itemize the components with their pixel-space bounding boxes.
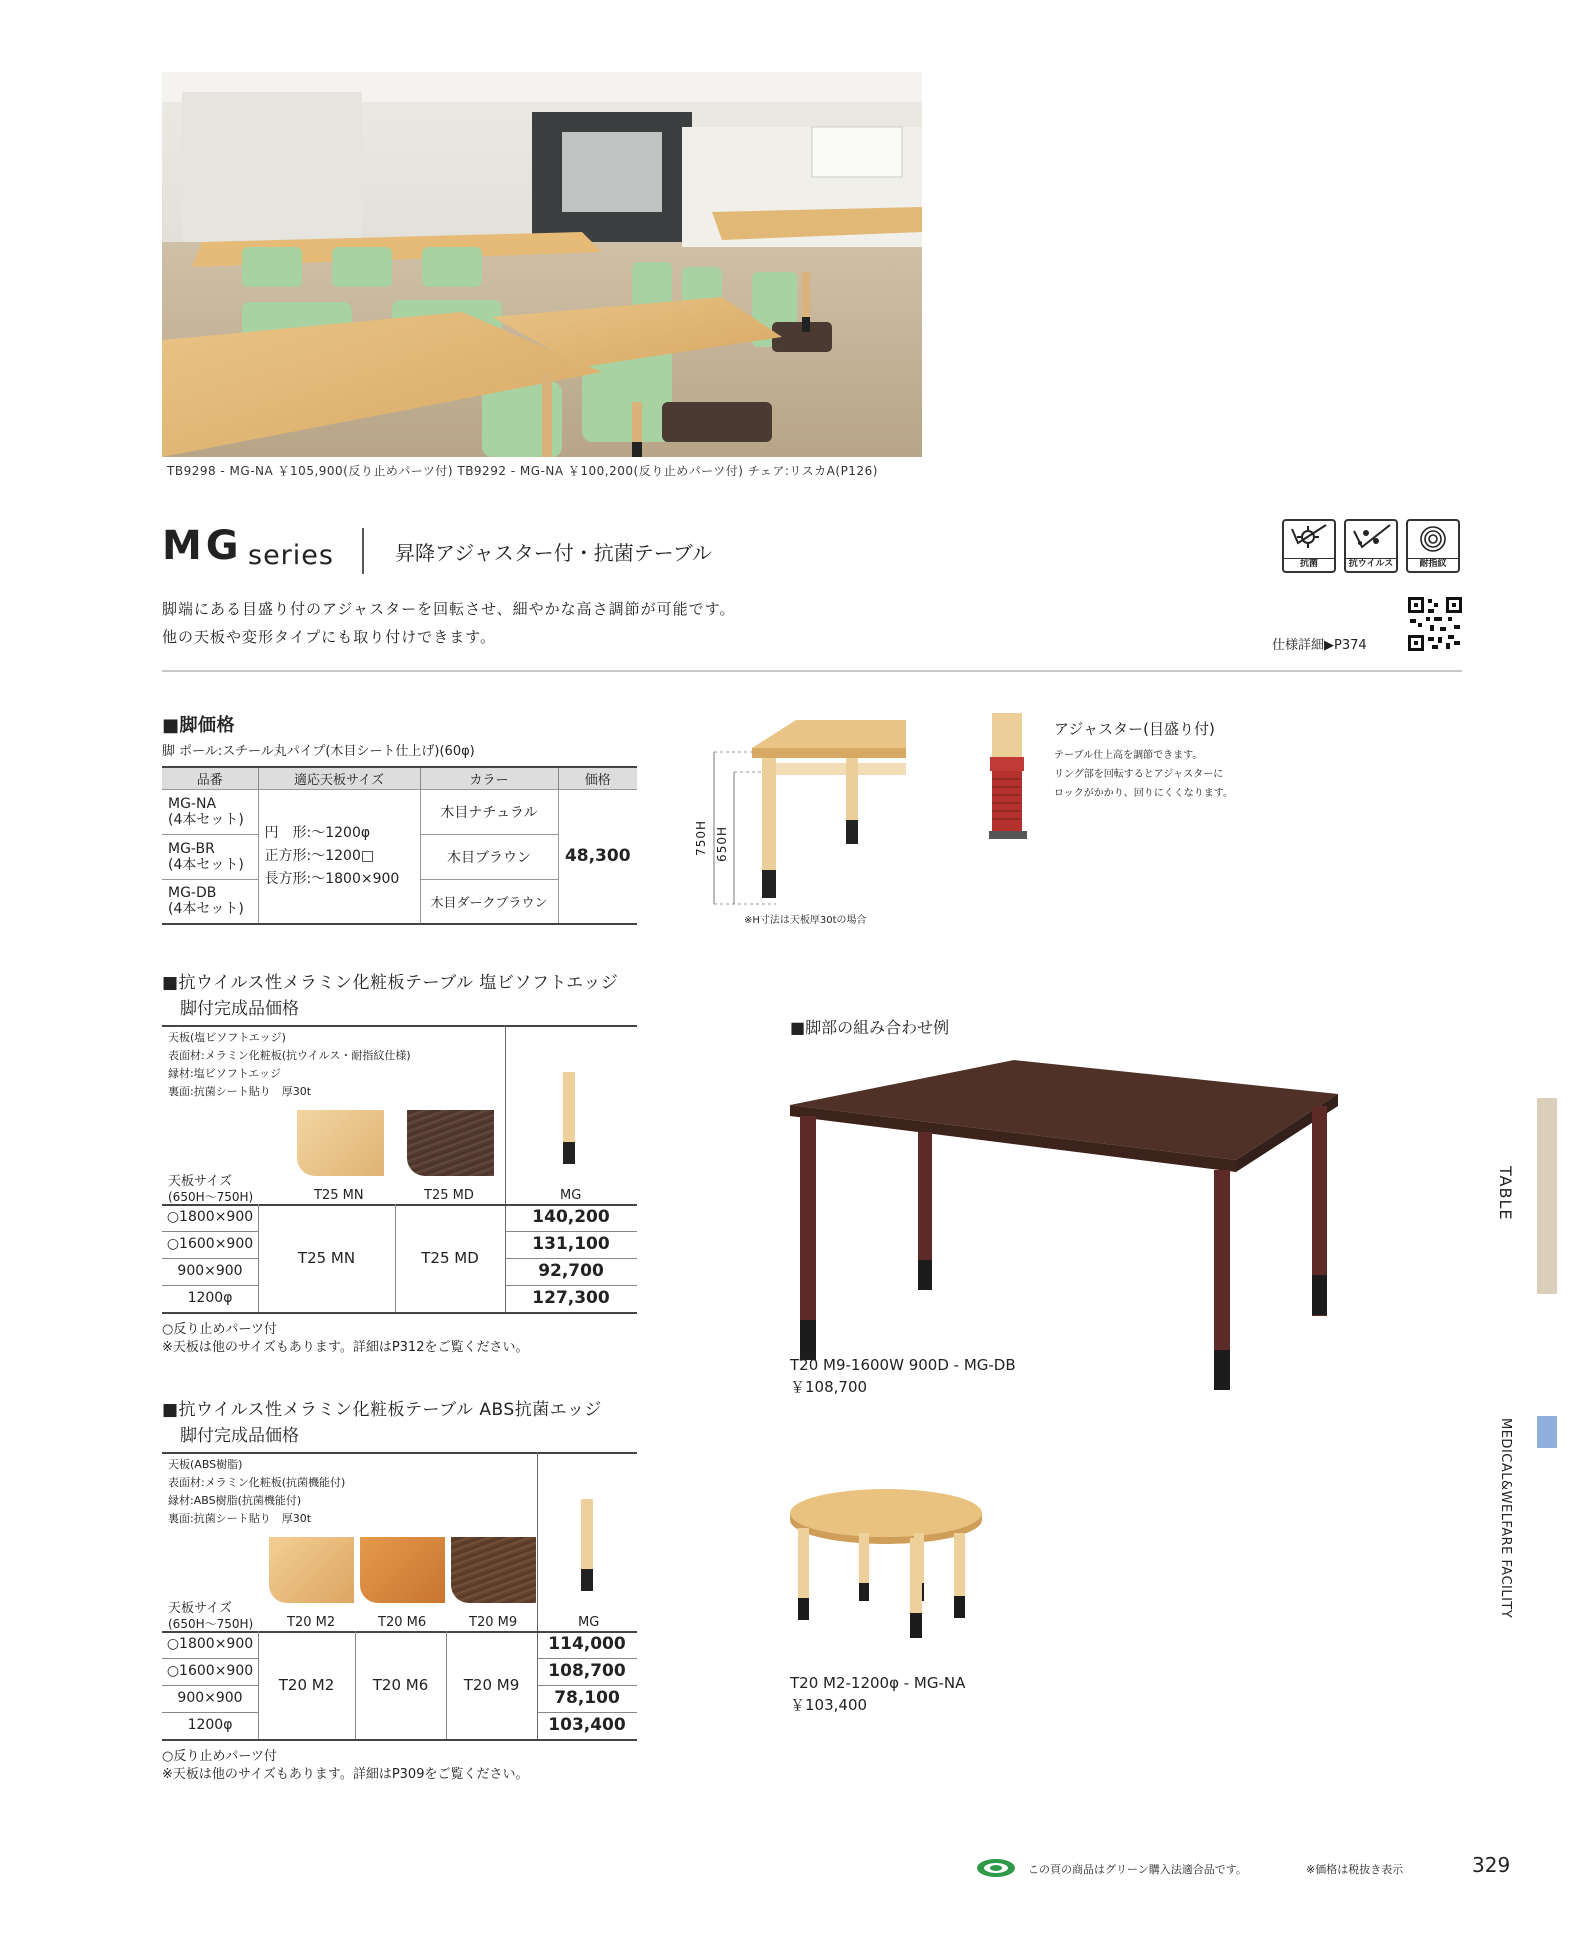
spec-line: 表面材:メラミン化粧板(抗ウイルス・耐指紋仕様): [168, 1049, 411, 1062]
table1-spec: [168, 1029, 411, 1101]
spec-link[interactable]: 仕様詳細▶P374: [1272, 638, 1367, 653]
height-750: 750H: [694, 820, 708, 856]
swatch-label: T25 MD: [424, 1188, 474, 1203]
spec-line: 天板(ABS樹脂): [168, 1458, 243, 1471]
size-label: 天板サイズ: [168, 1601, 232, 1616]
leg-set: (4本セット): [168, 901, 244, 918]
table2-spec: [168, 1456, 345, 1528]
description-line-2: 他の天板や変形タイプにも取り付けできます。: [162, 628, 497, 646]
size-cell: 900×900: [177, 1263, 243, 1279]
side-tab-medical-bar: [1537, 1416, 1557, 1448]
header-size: 適応天板サイズ: [258, 767, 420, 789]
combo-title: ■脚部の組み合わせ例: [790, 1018, 950, 1037]
swatch-cell: T25 MN: [297, 1249, 356, 1267]
size-cell: 1200φ: [187, 1290, 233, 1306]
leg-code: MG-NA: [168, 795, 217, 812]
series-name: MG: [162, 523, 243, 569]
combo-item2-name: T20 M2-1200φ - MG-NA: [790, 1674, 966, 1692]
badge-label: 抗菌: [1284, 558, 1334, 570]
leg-code: MG-DB: [168, 885, 217, 902]
size-cell: 900×900: [177, 1690, 243, 1706]
antivirus-badge: [1344, 519, 1398, 573]
leg-price: 48,300: [558, 789, 637, 924]
price-cell: 114,000: [548, 1634, 626, 1654]
leg-code: MG-BR: [168, 840, 215, 857]
leg-color: 木目ブラウン: [420, 834, 558, 879]
adjuster-title: アジャスター(目盛り付): [1054, 720, 1215, 738]
antibacterial-icon: [1284, 521, 1334, 557]
table2-note-1: ○反り止めパーツ付: [162, 1749, 277, 1764]
side-tab-table-bar: [1537, 1098, 1557, 1294]
price-cell: 140,200: [532, 1207, 610, 1227]
table1-note-1: ○反り止めパーツ付: [162, 1322, 277, 1337]
height-diagram: [696, 708, 906, 928]
leg-price-note: 脚 ポール:スチール丸パイプ(木目シート仕上げ)(60φ): [162, 744, 475, 759]
spec-line: 天板(塩ビソフトエッジ): [168, 1031, 286, 1044]
side-tab-table[interactable]: TABLE: [1496, 1166, 1515, 1221]
side-tab-medical[interactable]: MEDICAL&WELFARE FACILITY: [1498, 1418, 1513, 1619]
size-cell: ○1800×900: [166, 1636, 254, 1652]
table1-note-2: ※天板は他のサイズもあります。詳細はP312をご覧ください。: [162, 1340, 529, 1355]
size-rect: 長方形:～1800×900: [264, 870, 400, 887]
size-range: (650H～750H): [168, 1190, 254, 1204]
swatch-label: T25 MN: [314, 1188, 364, 1203]
divider: [162, 670, 1462, 672]
series-word: series: [248, 540, 334, 571]
spec-line: 縁材:塩ビソフトエッジ: [168, 1067, 282, 1080]
price-cell: 108,700: [548, 1661, 626, 1681]
swatch-cell: T20 M9: [463, 1676, 520, 1694]
height-note: ※H寸法は天板厚30tの場合: [744, 915, 867, 926]
photo-caption: TB9298 - MG-NA ￥105,900(反り止めパーツ付) TB9292 - MG-NA ￥100,200(反り止めパーツ付) チェア:リスカA(P126): [167, 464, 878, 478]
round-table-image: [786, 1488, 986, 1648]
spec-line: 裏面:抗菌シート貼り 厚30t: [168, 1085, 312, 1098]
price-cell: 92,700: [538, 1261, 604, 1281]
swatch-t25-md: [407, 1110, 494, 1176]
price-cell: 131,100: [532, 1234, 610, 1254]
combo-item1-price: ￥108,700: [790, 1378, 868, 1396]
size-cell: ○1600×900: [166, 1663, 254, 1679]
size-cell: 1200φ: [187, 1717, 233, 1733]
swatch-t20-m9: [451, 1537, 536, 1603]
leg-set: (4本セット): [168, 856, 244, 873]
table2-grid: [162, 1452, 637, 1750]
price-cell: 78,100: [554, 1688, 620, 1708]
swatch-label: T20 M9: [469, 1615, 518, 1630]
size-range: (650H～750H): [168, 1617, 254, 1631]
spec-line: 表面材:メラミン化粧板(抗菌機能付): [168, 1476, 346, 1489]
spec-line: 裏面:抗菌シート貼り 厚30t: [168, 1512, 312, 1525]
price-cell: 103,400: [548, 1715, 626, 1735]
adjuster-image: [986, 713, 1030, 841]
description-line-1: 脚端にある目盛り付のアジャスターを回転させ、細やかな高さ調節が可能です。: [162, 600, 736, 618]
combo-item1-name: T20 M9-1600W 900D - MG-DB: [790, 1356, 1016, 1374]
leg-sample: [581, 1499, 593, 1569]
leg-sample-foot: [563, 1142, 575, 1164]
antibacterial-badge: [1282, 519, 1336, 573]
swatch-cell: T25 MD: [421, 1249, 479, 1267]
leg-sample-foot: [581, 1569, 593, 1591]
swatch-label: T20 M2: [287, 1615, 336, 1630]
size-cell: ○1600×900: [166, 1236, 254, 1252]
size-label: 天板サイズ: [168, 1174, 232, 1189]
leg-set: (4本セット): [168, 811, 244, 828]
swatch-label: T20 M6: [378, 1615, 427, 1630]
table1-grid: [162, 1025, 637, 1323]
leg-label: MG: [578, 1615, 600, 1630]
anti-fingerprint-badge: [1406, 519, 1460, 573]
combo-item2-price: ￥103,400: [790, 1696, 868, 1714]
height-650: 650H: [715, 826, 729, 862]
price-cell: 127,300: [532, 1288, 610, 1308]
spec-line: 縁材:ABS樹脂(抗菌機能付): [168, 1494, 302, 1507]
header-price: 価格: [558, 767, 637, 789]
page-number: 329: [1472, 1853, 1511, 1877]
leg-price-table: [162, 766, 637, 925]
swatch-t20-m2: [269, 1537, 354, 1603]
swatch-t20-m6: [360, 1537, 445, 1603]
series-separator: [362, 528, 364, 574]
table2-title: ■抗ウイルス性メラミン化粧板テーブル ABS抗菌エッジ: [162, 1400, 602, 1420]
adjuster-desc: [1054, 746, 1233, 803]
size-square: 正方形:～1200□: [264, 847, 375, 864]
leg-sample: [563, 1072, 575, 1142]
size-cell: ○1800×900: [166, 1209, 254, 1225]
green-purchase-logo: [976, 1858, 1016, 1878]
badge-label: 抗ウイルス: [1346, 558, 1396, 570]
header-color: カラー: [420, 767, 558, 789]
fingerprint-icon: [1408, 521, 1458, 557]
antivirus-icon: [1346, 521, 1396, 557]
adjuster-line: テーブル仕上高を調節できます。: [1054, 750, 1203, 761]
swatch-t25-mn: [297, 1110, 384, 1176]
series-subtitle: 昇降アジャスター付・抗菌テーブル: [395, 541, 712, 565]
badge-label: 耐指紋: [1408, 558, 1458, 570]
leg-label: MG: [560, 1188, 582, 1203]
adjuster-line: リング部を回転するとアジャスターに: [1054, 769, 1224, 780]
leg-color: 木目ナチュラル: [420, 789, 558, 834]
swatch-cell: T20 M6: [372, 1676, 429, 1694]
size-round: 円 形:～1200φ: [264, 824, 371, 841]
table2-note-2: ※天板は他のサイズもあります。詳細はP309をご覧ください。: [162, 1767, 529, 1782]
header-code: 品番: [162, 767, 258, 789]
adjuster-line: ロックがかかり、回りにくくなります。: [1054, 788, 1233, 799]
table-row: [162, 789, 637, 834]
qr-code[interactable]: [1408, 597, 1462, 651]
swatch-cell: T20 M2: [278, 1676, 335, 1694]
table1-subtitle: 脚付完成品価格: [180, 999, 299, 1019]
footer-green-note: この頁の商品はグリーン購入法適合品です。: [1028, 1863, 1247, 1876]
footer-tax-note: ※価格は税抜き表示: [1306, 1863, 1404, 1876]
table1-title: ■抗ウイルス性メラミン化粧板テーブル 塩ビソフトエッジ: [162, 973, 619, 993]
hero-photo: [162, 72, 922, 457]
leg-price-title: ■脚価格: [162, 715, 236, 736]
leg-color: 木目ダークブラウン: [420, 879, 558, 924]
table2-subtitle: 脚付完成品価格: [180, 1426, 299, 1446]
dark-table-image: [786, 1050, 1346, 1400]
